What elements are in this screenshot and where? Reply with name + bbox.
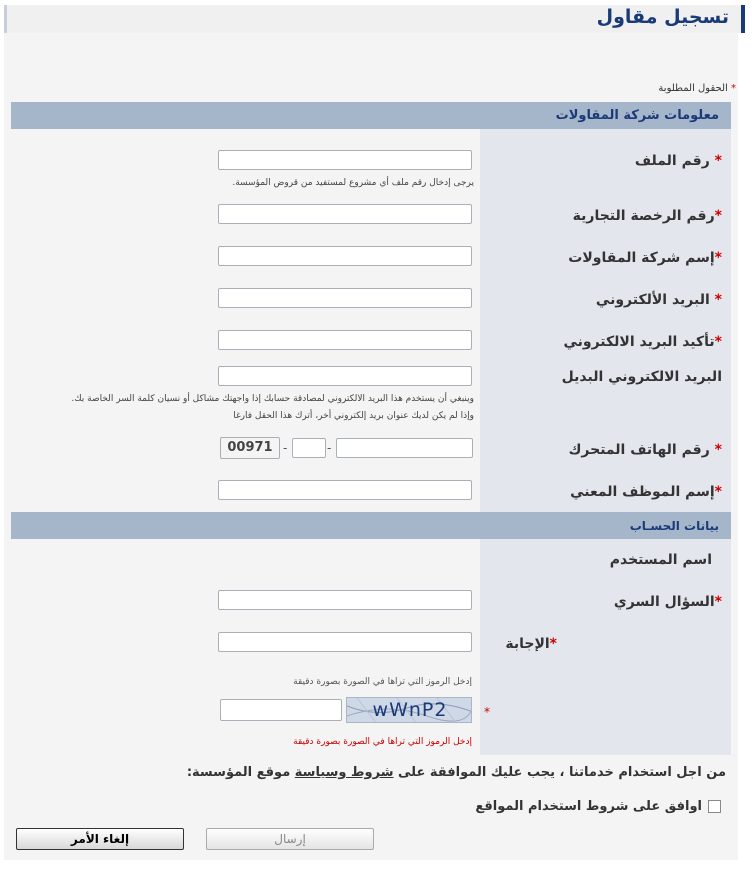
required-star: * <box>549 636 557 652</box>
required-star: * <box>714 153 722 169</box>
officer-name-label-text: إسم الموظف المعني <box>570 484 715 500</box>
terms-text-before: من اجل استخدام خدماتنا ، يجب عليك الموافقة على <box>393 765 726 780</box>
mobile-separator: - <box>283 441 288 455</box>
required-star: * <box>714 208 722 224</box>
required-star: * <box>484 705 490 719</box>
required-star: * <box>714 594 722 610</box>
mobile-label <box>569 442 722 458</box>
file-number-label <box>635 153 722 169</box>
officer-name-label <box>570 484 722 500</box>
company-name-label-text: إسم شركة المقاولات <box>568 250 715 266</box>
terms-text-after: موقع المؤسسة: <box>186 765 295 780</box>
file-number-hint: يرجى إدخال رقم ملف أي مشروع لمستفيد من قروض المؤسسة. <box>232 178 474 188</box>
submit-button[interactable]: إرسال <box>206 828 374 850</box>
captcha-instruction: إدخل الرموز التي تراها في الصورة بصورة دقيقة <box>293 677 472 687</box>
secret-question-input[interactable] <box>218 590 472 610</box>
required-note-text: الحقول المطلوبة <box>658 83 728 94</box>
username-label: اسم المستخدم <box>609 552 712 568</box>
captcha-text: wWnP2 <box>372 699 448 721</box>
mobile-number-input[interactable] <box>336 438 473 458</box>
agree-terms-label: اوافق على شروط استخدام المواقع <box>475 799 702 814</box>
cancel-button[interactable]: إلغاء الأمر <box>16 828 184 850</box>
officer-name-input[interactable] <box>218 480 472 500</box>
email-confirm-label-text: تأكيد البريد الالكتروني <box>563 334 715 350</box>
required-star: * <box>714 442 722 458</box>
page-title: تسجيل مقاول <box>596 6 729 28</box>
company-name-input[interactable] <box>218 246 472 266</box>
required-star: * <box>714 334 722 350</box>
trade-license-label <box>573 208 722 224</box>
trade-license-label-text: رقم الرخصة التجارية <box>572 208 715 224</box>
page-header <box>4 5 745 33</box>
required-star: * <box>731 83 736 94</box>
email-confirm-input[interactable] <box>218 330 472 350</box>
mobile-label-text: رقم الهاتف المتحرك <box>568 442 710 458</box>
mobile-prefix-input[interactable] <box>292 438 326 458</box>
alt-email-input[interactable] <box>218 366 472 386</box>
alt-email-hint-2: وإذا لم يكن لديك عنوان بريد إلكتروني أخر، أترك هذا الحقل فارغا <box>233 411 474 421</box>
alt-email-label: البريد الالكتروني البديل <box>561 369 722 385</box>
email-input[interactable] <box>218 288 472 308</box>
captcha-error: إدخل الرموز التي تراها في الصورة بصورة دقيقة <box>293 737 472 747</box>
file-number-input[interactable] <box>218 150 472 170</box>
section-account-title: بيانات الحسـاب <box>629 519 719 533</box>
file-number-label-text: رقم الملف <box>634 153 710 169</box>
country-code-field: 00971 <box>220 437 280 459</box>
terms-statement <box>187 765 726 780</box>
agree-terms-checkbox[interactable] <box>708 800 721 813</box>
secret-question-label <box>614 594 722 610</box>
email-label-text: البريد الألكتروني <box>595 292 710 308</box>
captcha-input[interactable] <box>220 699 342 721</box>
section-company-header <box>11 102 731 129</box>
required-star: * <box>714 250 722 266</box>
secret-question-label-text: السؤال السري <box>613 594 715 610</box>
section-account-header <box>11 512 731 539</box>
section-company-title: معلومات شركة المقاولات <box>555 108 719 123</box>
required-fields-note <box>658 83 736 94</box>
required-star: * <box>714 484 722 500</box>
email-confirm-label <box>563 334 722 350</box>
required-star: * <box>714 292 722 308</box>
answer-label <box>505 636 557 652</box>
terms-policy-link[interactable]: شروط وسياسة <box>294 765 394 780</box>
captcha-image <box>346 697 472 723</box>
company-name-label <box>568 250 722 266</box>
trade-license-input[interactable] <box>218 204 472 224</box>
alt-email-hint-1: وينبغي أن يستخدم هذا البريد الالكتروني لمصادقة حسابك إذا واجهتك مشاكل أو نسيان كلمة السر الخاصة بك. <box>71 394 474 404</box>
mobile-separator: - <box>327 441 332 455</box>
answer-label-text: الإجابة <box>505 636 550 652</box>
answer-input[interactable] <box>218 632 472 652</box>
email-label <box>596 292 722 308</box>
